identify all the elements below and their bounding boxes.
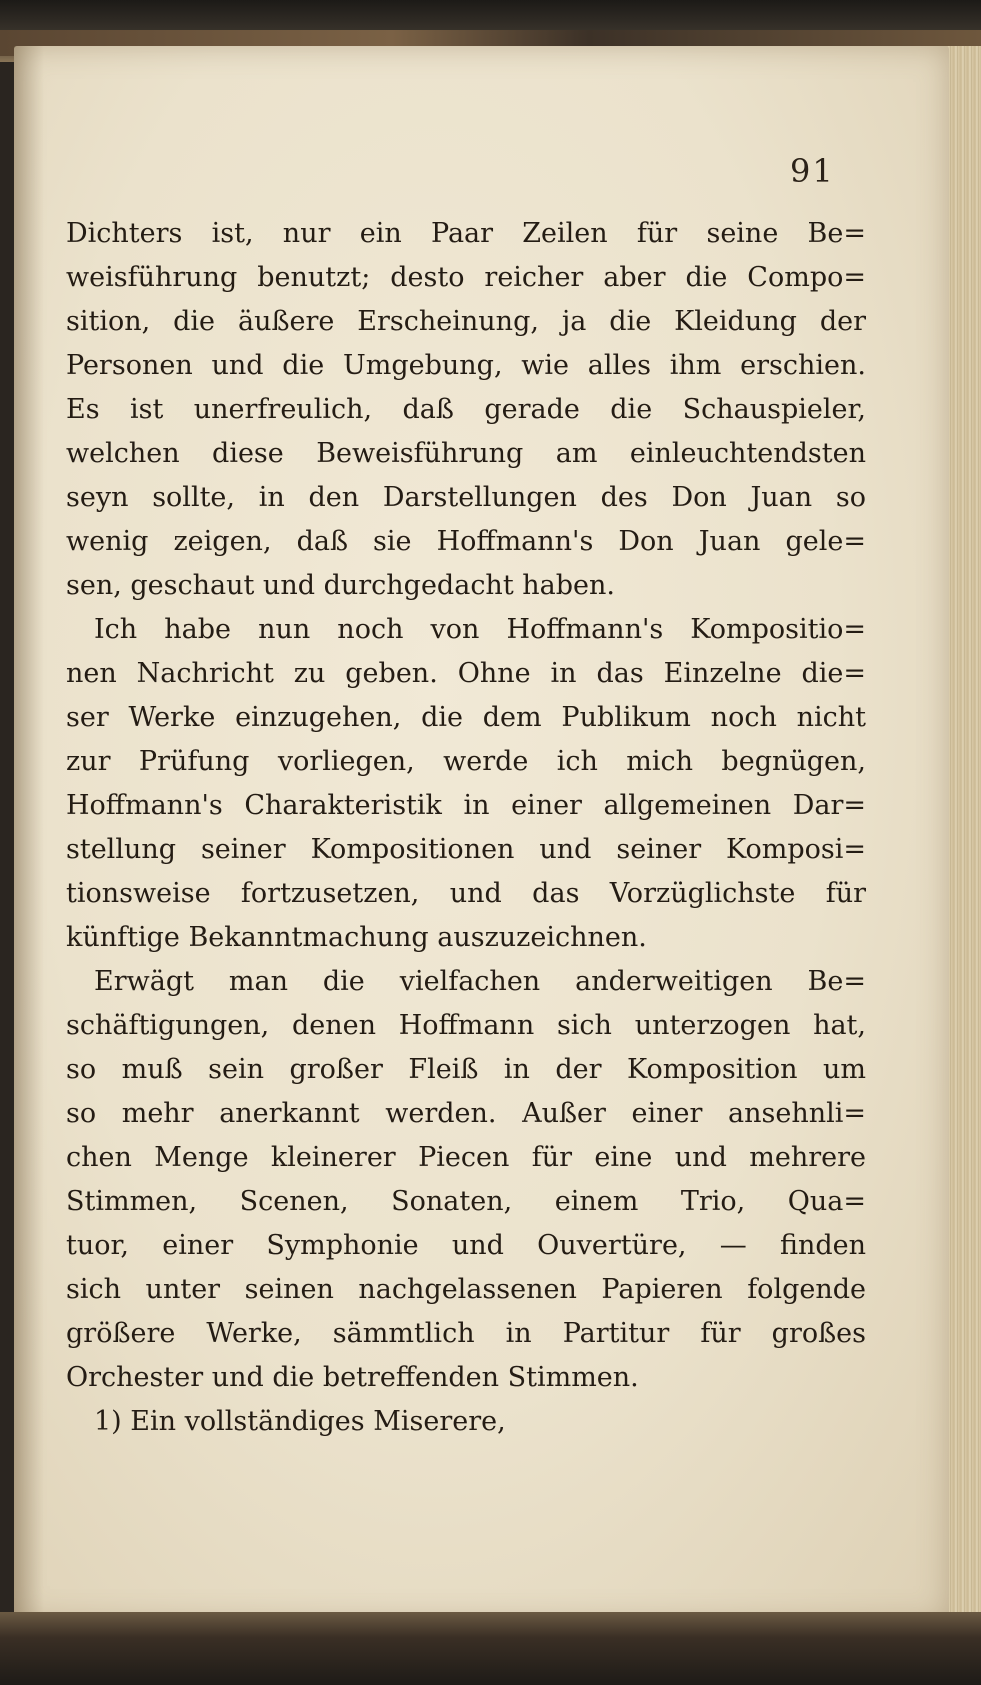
text-line: 1) Ein vollständiges Miserere, [94, 1406, 506, 1437]
text-line: sich unter seinen nachgelassenen Papieren folgende [66, 1274, 866, 1305]
text-line: zur Prüfung vorliegen, werde ich mich begnügen, [66, 746, 866, 777]
text-line: sition, die äußere Erscheinung, ja die Kleidung der [66, 306, 866, 337]
text-line: Erwägt man die vielfachen anderweitigen Be= [94, 966, 866, 997]
text-line: schäftigungen, denen Hoffmann sich unterzogen hat, [66, 1010, 866, 1041]
text-line: Orchester und die betreffenden Stimmen. [66, 1362, 639, 1393]
text-line: stellung seiner Kompositionen und seiner Komposi= [66, 834, 866, 865]
text-line: chen Menge kleinerer Piecen für eine und mehrere [66, 1142, 866, 1173]
text-line: tionsweise fortzusetzen, und das Vorzüglichste für [66, 878, 866, 909]
text-line: sen, geschaut und durchgedacht haben. [66, 570, 615, 601]
text-line: Stimmen, Scenen, Sonaten, einem Trio, Qua= [66, 1186, 866, 1217]
text-line: Ich habe nun noch von Hoffmann's Kompositio= [94, 614, 866, 645]
book-bottom-edge [0, 1612, 981, 1685]
text-line: weisführung benutzt; desto reicher aber die Compo= [66, 262, 866, 293]
text-line: Dichters ist, nur ein Paar Zeilen für seine Be= [66, 218, 866, 249]
text-line: welchen diese Beweisführung am einleuchtendsten [66, 438, 866, 469]
text-line: Personen und die Umgebung, wie alles ihm erschien. [66, 350, 866, 381]
text-line: nen Nachricht zu geben. Ohne in das Einzelne die= [66, 658, 866, 689]
text-line: ser Werke einzugehen, die dem Publikum noch nicht [66, 702, 866, 733]
spine-shadow [14, 46, 44, 1622]
text-line: so muß sein großer Fleiß in der Komposition um [66, 1054, 866, 1085]
text-line: größere Werke, sämmtlich in Partitur für großes [66, 1318, 866, 1349]
page-number: 91 [790, 152, 835, 190]
text-line: Es ist unerfreulich, daß gerade die Schauspieler, [66, 394, 866, 425]
text-line: so mehr anerkannt werden. Außer einer ansehnli= [66, 1098, 866, 1129]
text-line: seyn sollte, in den Darstellungen des Don Juan so [66, 482, 866, 513]
text-line: wenig zeigen, daß sie Hoffmann's Don Juan gele= [66, 526, 866, 557]
body-text [66, 212, 866, 1444]
text-line: künftige Bekanntmachung auszuzeichnen. [66, 922, 647, 953]
text-line: tuor, einer Symphonie und Ouvertüre, — finden [66, 1230, 866, 1261]
text-line: Hoffmann's Charakteristik in einer allgemeinen Dar= [66, 790, 866, 821]
